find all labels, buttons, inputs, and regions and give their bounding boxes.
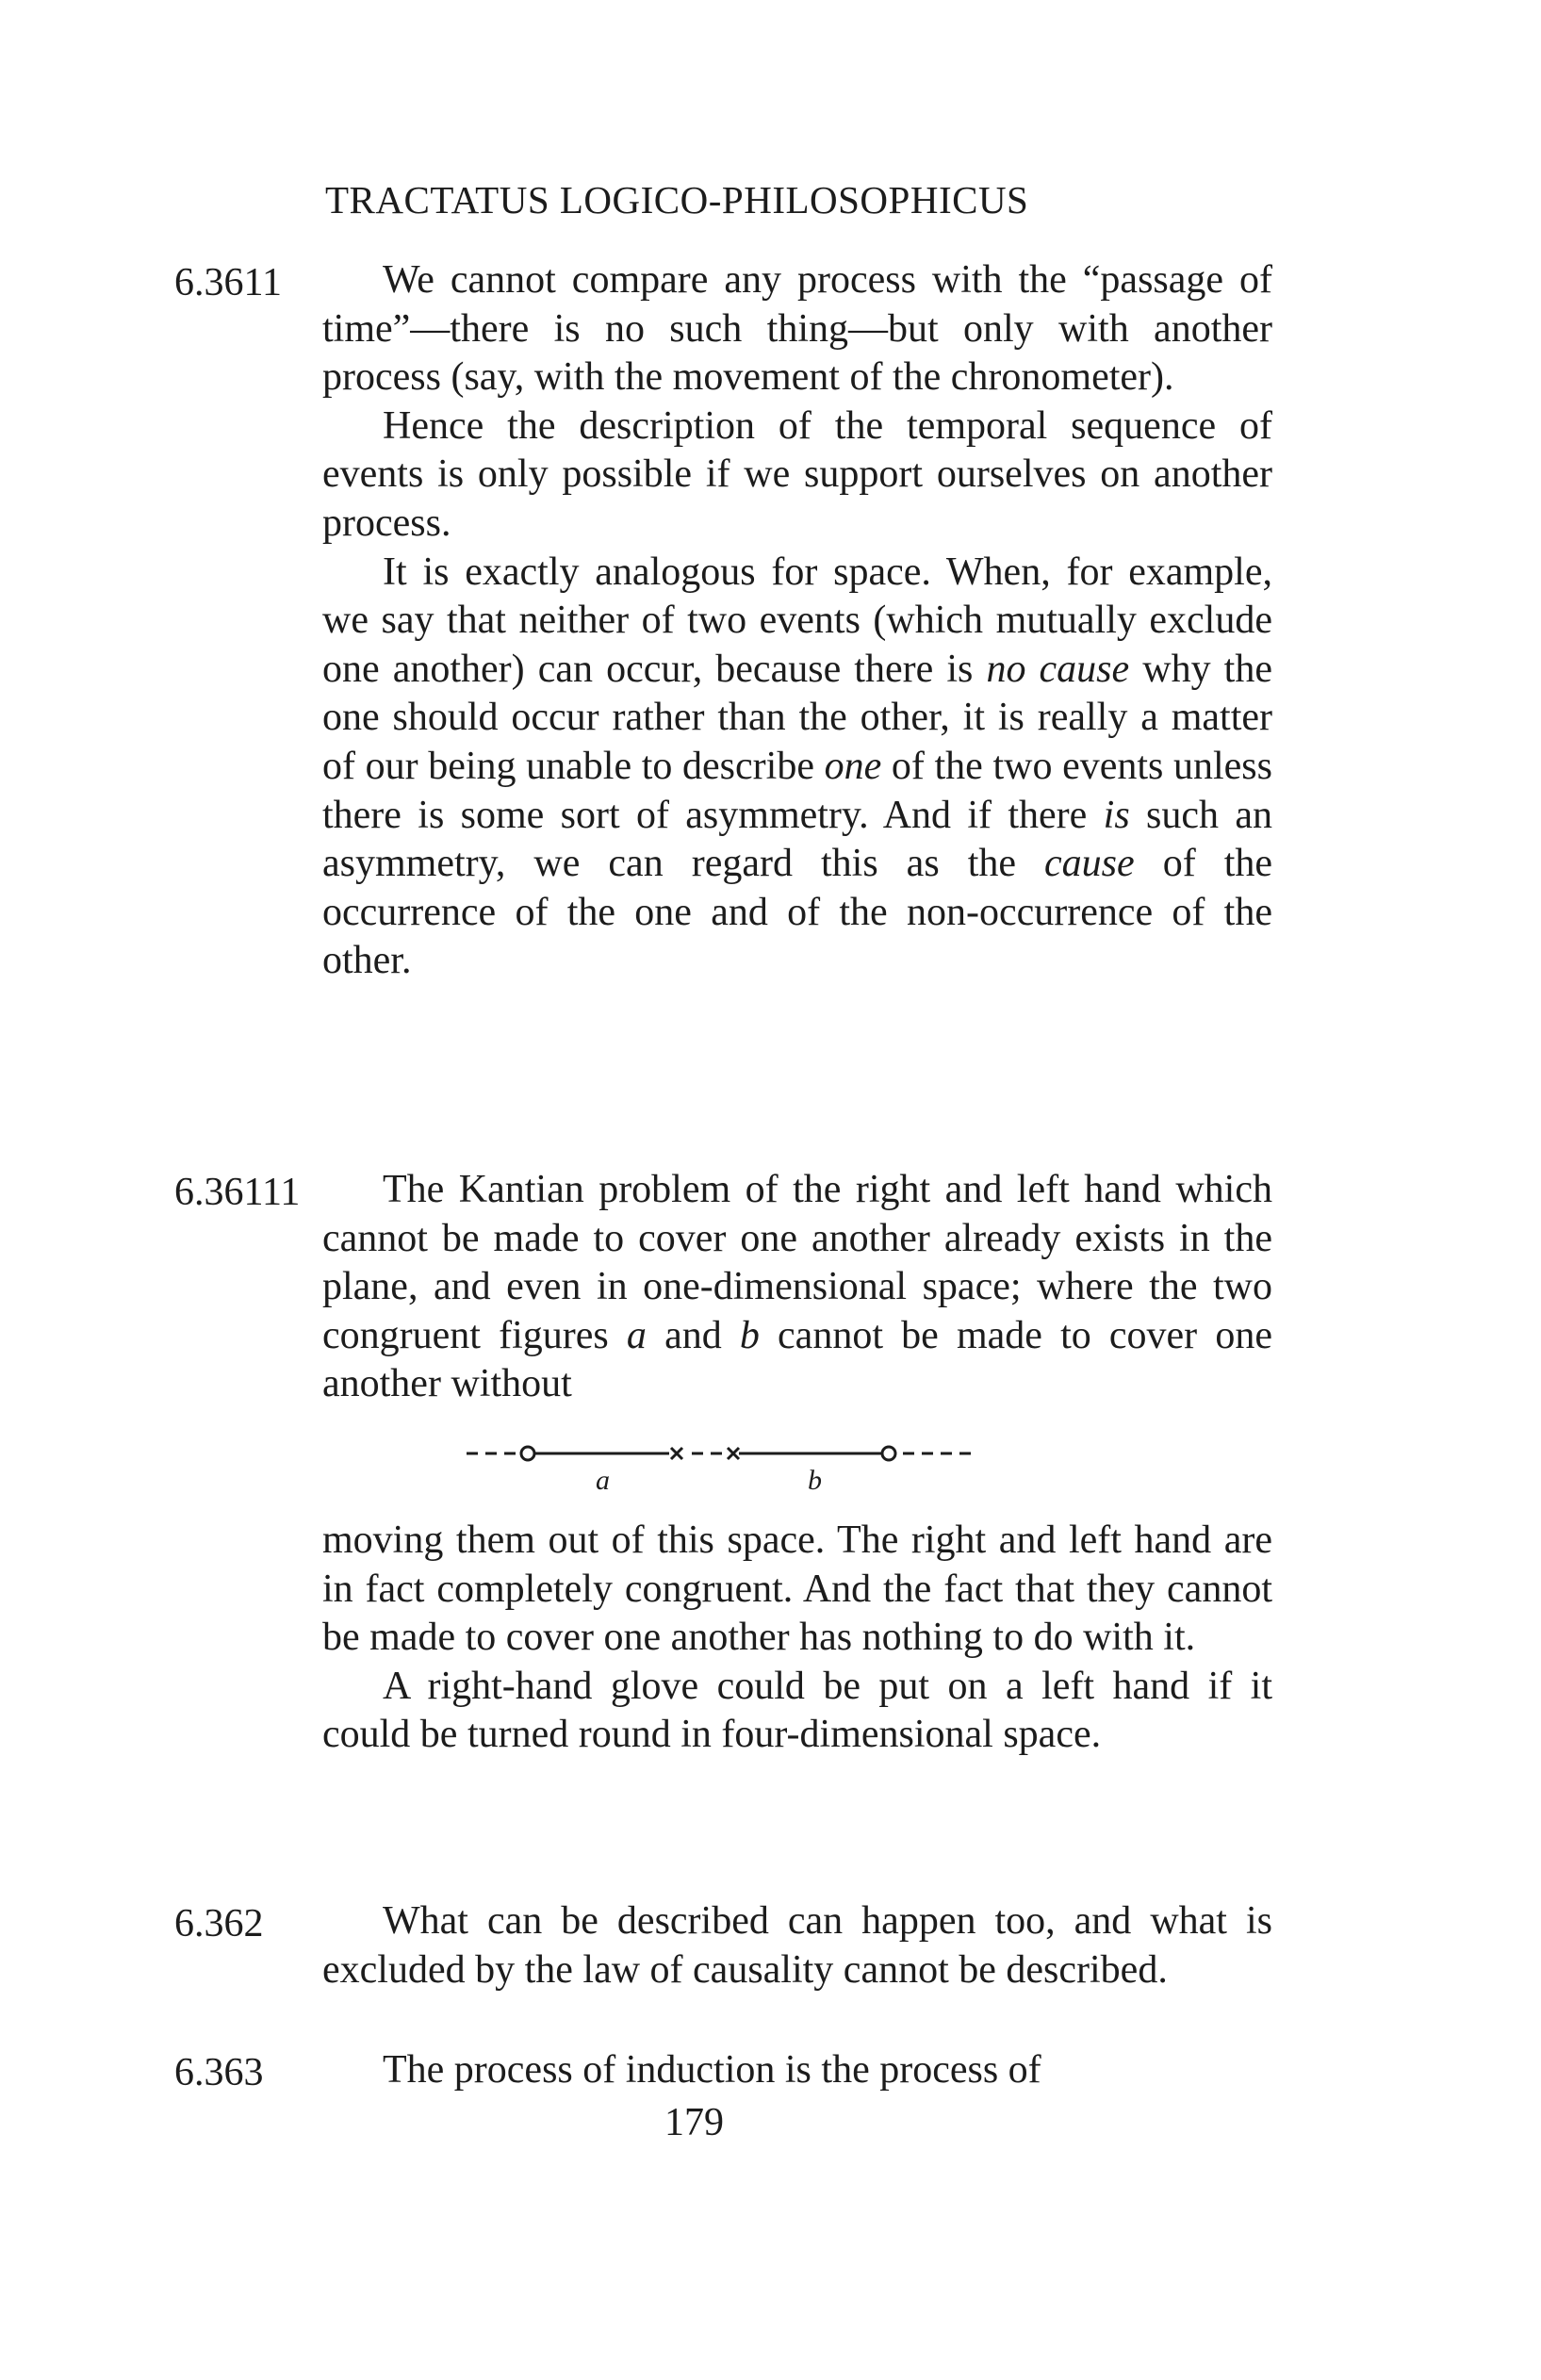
- text-run: of the two events unless there is some sort of asymmetry. And if there: [322, 744, 1272, 837]
- text-run: such an asymmetry, we can regard this as the: [322, 793, 1272, 886]
- emphasis: is: [1103, 793, 1130, 837]
- paragraph: A right-hand glove could be put on a left hand if it could be turned round in four-dimensional space.: [322, 1664, 1272, 1757]
- diagram-line: [452, 1423, 999, 1470]
- section-number-6-36111: 6.36111: [174, 1171, 301, 1214]
- section-6-362: [322, 1897, 1272, 1994]
- emphasis: b: [739, 1313, 760, 1357]
- figure-b-label: b: [808, 1465, 822, 1496]
- paragraph: Hence the description of the temporal sequence of events is only possible if we support ourselves on another process.: [322, 403, 1272, 545]
- emphasis: no cause: [986, 647, 1130, 691]
- text-run: The Kantian problem of the right and left hand which cannot be made to cover one another already exists in the plane, and even in one-dimensional space; where the two congruent figures: [322, 1168, 1272, 1357]
- paragraph: [322, 1166, 1272, 1409]
- one-dimensional-figures-diagram: [452, 1423, 999, 1496]
- paragraph: What can be described can happen too, and what is excluded by the law of causality cannot be described.: [322, 1899, 1272, 1992]
- paragraph: We cannot compare any process with the “passage of time”—there is no such thing—but only with another process (say, with the movement of the chronometer).: [322, 258, 1272, 400]
- section-number-6-362: 6.362: [174, 1902, 264, 1945]
- emphasis: one: [824, 744, 882, 788]
- paragraph: The process of induction is the process of: [383, 2048, 1041, 2092]
- figure-a-label: a: [596, 1465, 610, 1496]
- text-run: of the occurrence of the one and of the non-occurrence of the other.: [322, 842, 1273, 983]
- emphasis: cause: [1044, 842, 1135, 886]
- page-number: 179: [664, 2101, 724, 2144]
- text-run: and: [646, 1313, 740, 1357]
- section-6-3611: [322, 256, 1272, 986]
- paragraph: moving them out of this space. The right and left hand are in fact completely congruent. And the fact that they cannot be made to cover one another has nothing to do with it.: [322, 1518, 1272, 1660]
- section-number-6-3611: 6.3611: [174, 261, 282, 304]
- text-run: cannot be made to cover one another without: [322, 1313, 1272, 1406]
- section-6-36111-part2: [322, 1517, 1272, 1760]
- text-run: why the one should occur rather than the other, it is really a matter of our being unable to describe: [322, 647, 1272, 788]
- section-6-36111-part1: [322, 1166, 1272, 1409]
- section-number-6-363: 6.363: [174, 2051, 264, 2094]
- emphasis: a: [626, 1313, 647, 1357]
- text-run: It is exactly analogous for space. When, for example, we say that neither of two events (which mutually exclude one another) can occur, because there is: [322, 550, 1272, 691]
- paragraph: [322, 549, 1272, 986]
- running-head: TRACTATUS LOGICO-PHILOSOPHICUS: [325, 178, 1029, 222]
- section-6-363: [322, 2046, 1272, 2095]
